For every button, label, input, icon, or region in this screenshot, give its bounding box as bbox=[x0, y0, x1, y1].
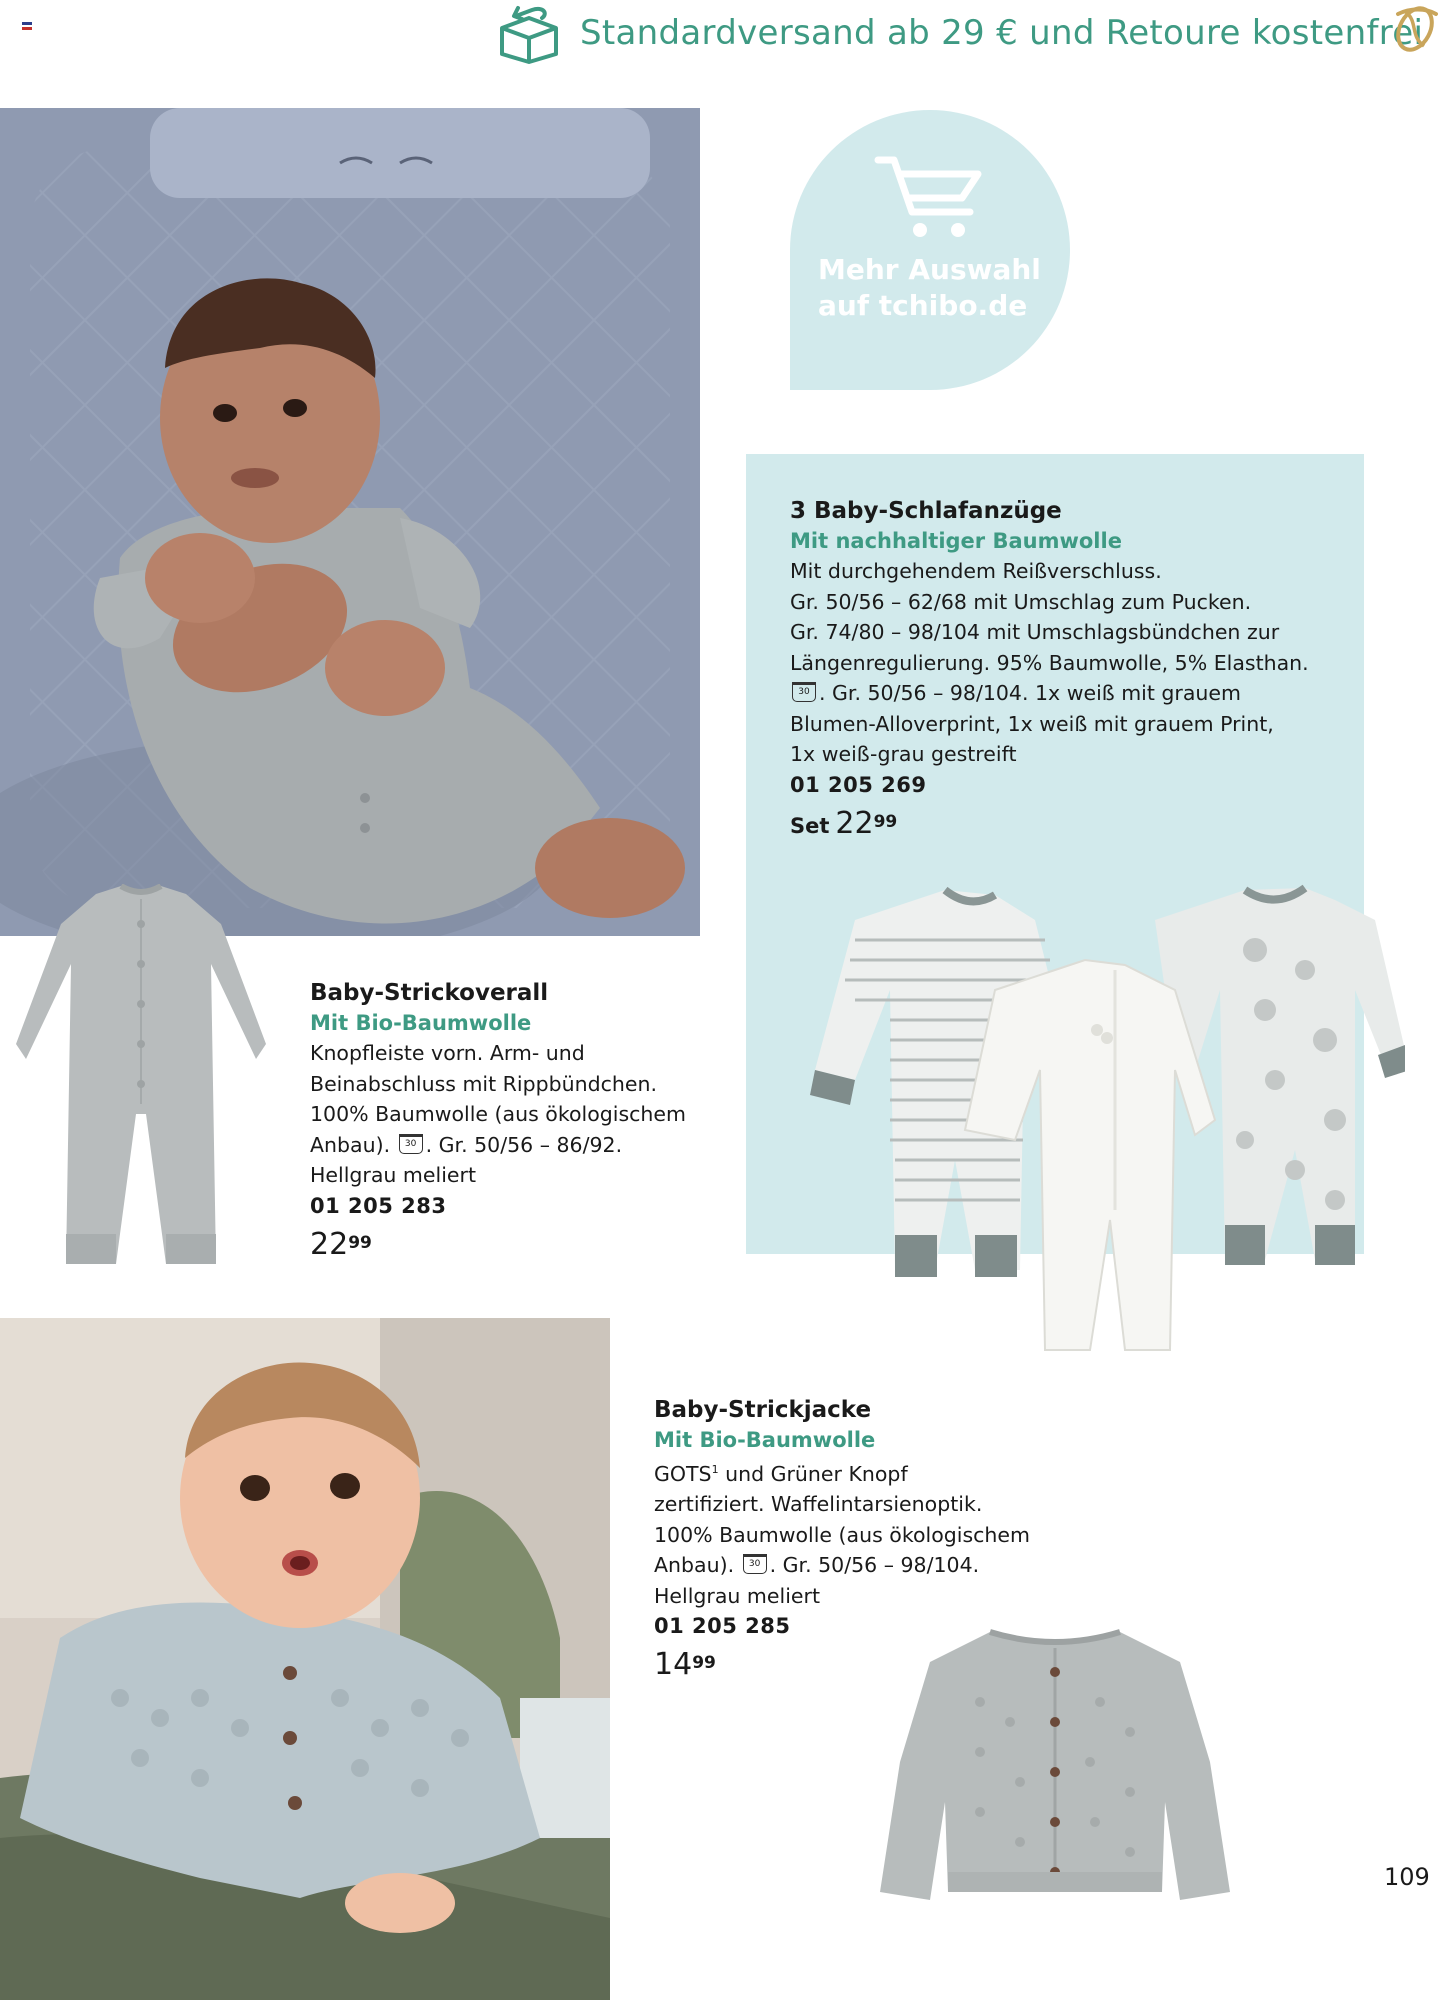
description-line: Längenregulierung. 95% Baumwolle, 5% Elasthan. bbox=[790, 650, 1309, 675]
wash-30-icon: 30 bbox=[743, 1554, 767, 1574]
wash-30-icon: 30 bbox=[399, 1134, 423, 1154]
tchibo-logo-icon bbox=[1390, 2, 1440, 54]
promo-bubble[interactable] bbox=[790, 110, 1070, 390]
article-number: 01 205 285 bbox=[654, 1614, 791, 1639]
description-line: Blumen-Alloverprint, 1x weiß mit grauem Print, bbox=[790, 711, 1274, 736]
page-number: 109 bbox=[1384, 1863, 1430, 1891]
description-line: Hellgrau meliert bbox=[310, 1163, 476, 1187]
pyjamas-product-photo bbox=[795, 880, 1405, 1390]
flag-icon bbox=[22, 22, 32, 30]
price: Set $22^{99}$ bbox=[790, 805, 898, 841]
product-title: Baby-Strickjacke bbox=[654, 1397, 872, 1423]
description-line: 30 . Gr. 50/56 – 98/104. 1x weiß mit grauem bbox=[790, 678, 1309, 709]
description-line: Beinabschluss mit Rippbündchen. bbox=[310, 1071, 658, 1096]
product-knit-overall bbox=[310, 978, 686, 1265]
description-line: Anbau). 30 . Gr. 50/56 – 86/92. bbox=[310, 1132, 623, 1157]
knit-overall-product-photo bbox=[16, 884, 266, 1274]
description-line: Hellgrau meliert bbox=[654, 1583, 820, 1608]
description-line: 1x weiß-grau gestreift bbox=[790, 742, 1017, 766]
description-line: 100% Baumwolle (aus ökologischem bbox=[310, 1102, 686, 1126]
knit-cardigan-product-photo bbox=[880, 1622, 1230, 1912]
price: $22^{99}$ bbox=[310, 1226, 372, 1262]
description-line: Knopfleiste vorn. Arm- und bbox=[310, 1041, 585, 1065]
shopping-cart-icon bbox=[872, 152, 984, 242]
baby-in-bassinet-photo bbox=[0, 108, 700, 936]
article-number: 01 205 269 bbox=[790, 772, 927, 797]
description-line: GOTS$^1$ und Grüner Knopf bbox=[654, 1461, 908, 1486]
product-title: 3 Baby-Schlafanzüge bbox=[790, 498, 1062, 524]
product-pyjamas bbox=[790, 496, 1309, 846]
article-number: 01 205 283 bbox=[310, 1193, 447, 1218]
description-line: Gr. 50/56 – 62/68 mit Umschlag zum Pucken. bbox=[790, 589, 1252, 614]
product-subtitle: Mit nachhaltiger Baumwolle bbox=[790, 529, 1122, 553]
product-subtitle: Mit Bio-Baumwolle bbox=[654, 1428, 876, 1452]
promo-line-1: Mehr Auswahl bbox=[818, 253, 1041, 286]
product-subtitle: Mit Bio-Baumwolle bbox=[310, 1011, 532, 1035]
description-line: Anbau). 30 . Gr. 50/56 – 98/104. bbox=[654, 1553, 980, 1578]
price-prefix: Set bbox=[790, 813, 830, 838]
baby-crawling-photo bbox=[0, 1318, 610, 2000]
shipping-banner-text: Standardversand ab 29 € und Retoure kostenfrei bbox=[580, 13, 1424, 53]
description-line: Mit durchgehendem Reißverschluss. bbox=[790, 559, 1162, 583]
product-title: Baby-Strickoverall bbox=[310, 980, 549, 1006]
description-line: zertifiziert. Waffelintarsienoptik. bbox=[654, 1492, 983, 1517]
wash-30-icon: 30 bbox=[792, 682, 816, 702]
description-line: Gr. 74/80 – 98/104 mit Umschlagsbündchen zur bbox=[790, 620, 1280, 644]
price: $14^{99}$ bbox=[654, 1647, 716, 1683]
description-line: 100% Baumwolle (aus ökologischem bbox=[654, 1522, 1030, 1547]
promo-line-2: auf tchibo.de bbox=[818, 289, 1028, 322]
package-return-icon bbox=[496, 2, 562, 64]
